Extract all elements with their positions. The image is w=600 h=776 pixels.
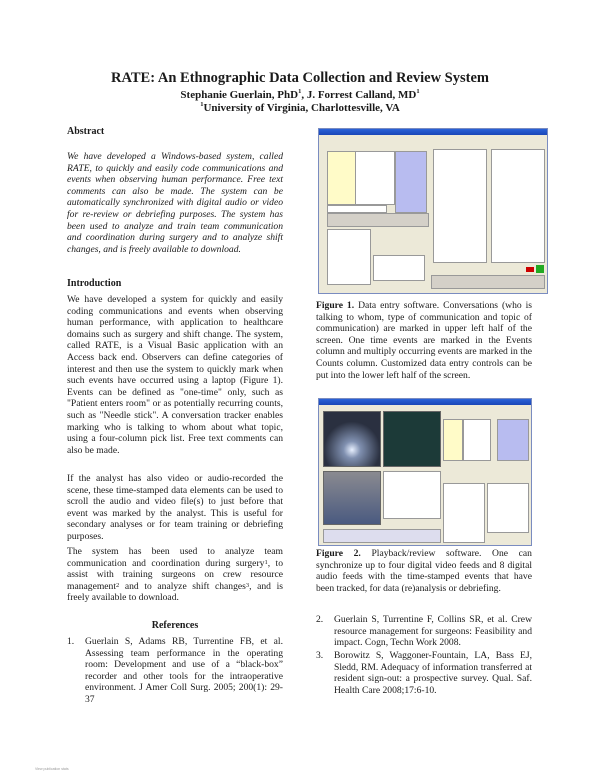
intro-paragraph-2: If the analyst has also video or audio-recorded the scene, these time-stamped data elements can be used to scroll the audio and video file(s) to just before that event was marked by the analyst. This is useful for secondary analyses or for team training or debriefing purposes.	[67, 473, 283, 542]
reference-text: Borowitz S, Waggoner-Fountain, LA, Bass EJ, Sledd, RM. Adequacy of information transferred at resident sign-out: a prospective survey. Qual. Saf. Health Care 2008;17:6-10.	[334, 650, 532, 696]
window-titlebar	[319, 129, 547, 135]
reference-item	[67, 636, 283, 706]
figure-label: Figure 1.	[316, 300, 355, 311]
text: , to assist with training surgeons on crew resource management	[67, 557, 283, 592]
introduction-heading: Introduction	[67, 278, 122, 289]
video-feed	[323, 411, 381, 467]
paper-title: RATE: An Ethnographic Data Collection and Review System	[111, 70, 489, 86]
reference-item	[316, 614, 532, 649]
reference-text: Guerlain S, Adams RB, Turrentine FB, et al. Assessing team performance in the operating room: Development and use of a “black-box” recorder and other tools for the intraoperative environment. J Amer Coll Surg. 2005; 200(1): 29-37	[85, 636, 283, 705]
reference-item	[316, 650, 532, 696]
window-titlebar	[319, 399, 531, 405]
figure-1-screenshot	[318, 128, 548, 294]
author-name: J. Forrest Calland, MD	[306, 89, 417, 101]
text: , and is freely available to download.	[67, 580, 283, 604]
author-name: Stephanie Guerlain, PhD	[180, 89, 299, 101]
figure-2-caption	[316, 548, 532, 594]
affiliation	[0, 102, 600, 114]
caption-text: Data entry software. Conversations (who is talking to whom, type of communication and topic of communication) are marked in upper left half of the screen. One time events are marked in the Events column and multiply occurring events are marked in the Counts column. Customized data entry controls can be put into the lower left half of the screen.	[316, 300, 532, 381]
intro-paragraph-3	[67, 546, 283, 604]
text: and to analyze shift changes	[119, 580, 246, 592]
caption-text: Playback/review software. One can synchronize up to four digital video feeds and 8 digital audio feeds with the time-stamped events that have been tracked, for data (re)analysis or debriefing.	[316, 548, 532, 594]
footer-link[interactable]: View publication stats	[35, 767, 69, 771]
figure-label: Figure 2.	[316, 548, 361, 559]
affiliation-text: University of Virginia, Charlottesville, VA	[203, 102, 400, 114]
reference-number: 1.	[67, 636, 75, 647]
author-separator: ,	[301, 89, 307, 101]
reference-number: 2.	[316, 614, 324, 625]
abstract-text: We have developed a Windows-based system, called RATE, to quickly and easily code communications and events when observing human performance. Free text comments can also be made. The system can be automatically synchronized with digital audio or video for re-review or debriefing purposes. The system has been used to analyze and train team communication and coordination during surgery and to analyze shift changes, and is freely available to download.	[67, 151, 283, 255]
reference-number: 3.	[316, 650, 324, 661]
citation-mark: 3	[245, 581, 250, 589]
intro-paragraph-1: We have developed a system for quickly and easily coding communications and events when observing human performance, with application to healthcare domains such as surgery and shift change. The system, called RATE, is a Visual Basic application with an Access back end. Observers can define categories of interest and then use the system to quickly mark when such events have occurred using a laptop (Figure 1). Events can be defined as "one-time" only, such as "Patient enters room" or as potentially recurring counts, such as "Needle stick". A conversation tracker enables marking who is talking to whom about what topic, using a four-column pick list. Free text comments can also be made.	[67, 294, 283, 456]
video-feed	[383, 411, 441, 467]
citation-mark: 2	[116, 581, 120, 589]
affiliation-mark: 1	[200, 101, 204, 108]
reference-text: Guerlain S, Turrentine F, Collins SR, et al. Crew resource management for surgeons: Feasibility and impact. Cogn, Techn Work 2008.	[334, 614, 532, 649]
video-feed	[323, 471, 381, 525]
author-list	[0, 89, 600, 101]
figure-1-caption	[316, 300, 532, 381]
affiliation-mark: 1	[416, 88, 420, 95]
abstract-heading: Abstract	[67, 126, 105, 137]
references-heading: References	[151, 620, 199, 631]
figure-2-screenshot	[318, 398, 532, 546]
citation-mark: 1	[264, 558, 268, 566]
text: The system has been used to analyze team communication and coordination during surgery	[67, 546, 283, 569]
affiliation-mark: 1	[298, 88, 302, 95]
